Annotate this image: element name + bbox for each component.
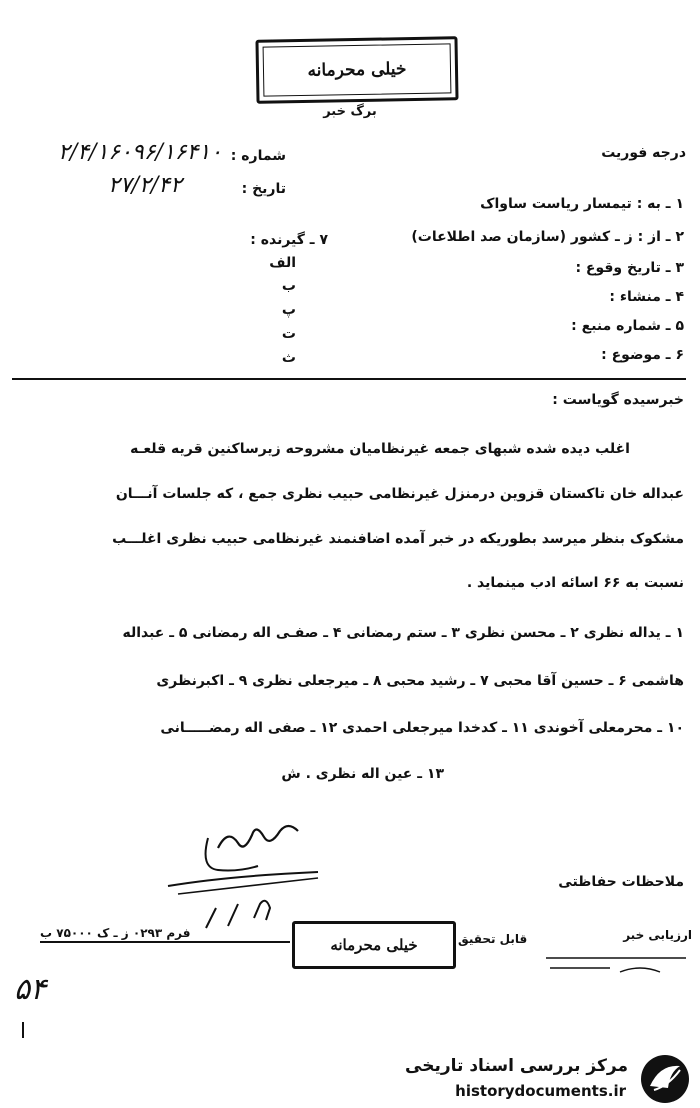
field-date-of-event: ۳ ـ تاریخ وقوع :: [575, 260, 684, 276]
date-label: تاریخ :: [241, 181, 286, 197]
margin-number: ۵۴: [14, 972, 47, 1007]
footer-divider: [40, 941, 290, 943]
recipient-b: ب: [281, 278, 296, 294]
body-line-5: ۱ ـ یداله نظری ۲ ـ محسن نظری ۳ ـ ستم رمضانی ۴ ـ صفـی اله رمضانی ۵ ـ عبداله: [122, 625, 684, 641]
recipient-c: پ: [281, 302, 296, 318]
body-line-6: هاشمی ۶ ـ حسین آقا محبی ۷ ـ رشید محبی ۸ ـ میرجعلی نظری ۹ ـ اکبرنظری: [156, 673, 684, 689]
body-line-8: ۱۳ ـ عین اله نظری . ش: [281, 766, 444, 782]
body-line-3: مشکوک بنظر میرسد بطوریکه در خبر آمده اضافنمند غیرنظامی حبیب نظری اغلـــب: [112, 531, 684, 547]
body-line-1: اغلب دیده شده شبهای جمعه غیرنظامیان مشروحه زیرساکنین قریه قلعـه: [130, 441, 630, 457]
handwritten-signature: [158, 808, 338, 938]
body-line-7: ۱۰ ـ محرمعلی آخوندی ۱۱ ـ کدخدا میرجعلی احمدی ۱۲ ـ صفی اله رمضـــــانی: [160, 720, 684, 736]
evaluation-scribble: [540, 948, 690, 978]
body-intro: خبرسیده گویاست :: [552, 392, 684, 408]
recipient-e: ث: [281, 350, 296, 366]
urgency-label: درجه فوریت: [601, 145, 686, 161]
evaluation-value: قابل تحقیق: [458, 932, 528, 946]
field-origin: ۴ ـ منشاء :: [609, 289, 684, 305]
margin-tick: [22, 1022, 24, 1038]
field-source-number: ۵ ـ شماره منبع :: [571, 318, 684, 334]
watermark-url: historydocuments.ir: [455, 1082, 626, 1100]
header-divider: [12, 378, 686, 380]
archive-logo-icon: [638, 1052, 692, 1106]
field-subject: ۶ ـ موضوع :: [601, 347, 684, 363]
number-label: شماره :: [230, 148, 286, 164]
recipients-label: ۷ ـ گیرنده :: [250, 232, 328, 248]
evaluation-label: ارزیابی خبر: [623, 928, 692, 942]
field-to: ۱ ـ به : تیمسار ریاست ساواک: [480, 196, 684, 212]
watermark-title: مرکز بررسی اسناد تاریخی: [405, 1056, 628, 1076]
confidential-stamp-top: خیلی محرمانه: [255, 36, 458, 104]
body-line-2: عبداله خان تاکستان قزوین درمنزل غیرنظامی حبیب نظری جمع ، که جلسات آنـــان: [115, 486, 684, 502]
body-line-4: نسبت به ۶۶ اسائه ادب مینماید .: [466, 575, 684, 591]
recipient-a: الف: [269, 255, 296, 271]
recipient-d: ت: [281, 326, 296, 342]
confidential-stamp-bottom: خیلی محرمانه: [292, 921, 456, 969]
subheader: برگ خبر: [323, 104, 377, 119]
notes-label: ملاحظات حفاظتی: [558, 874, 684, 890]
date-value: ۲۷/۲/۴۲: [108, 173, 182, 198]
archive-watermark: [405, 1050, 700, 1108]
number-value: ۲/۴/۱۶۰۹۶/۱۶۴۱۰: [58, 140, 223, 165]
form-code: فرم ۰۲۹۳ ز ـ ک ۷۵۰۰۰ ب: [40, 926, 191, 940]
field-from: ۲ ـ از : ز ـ کشور (سازمان صد اطلاعات): [411, 229, 684, 245]
